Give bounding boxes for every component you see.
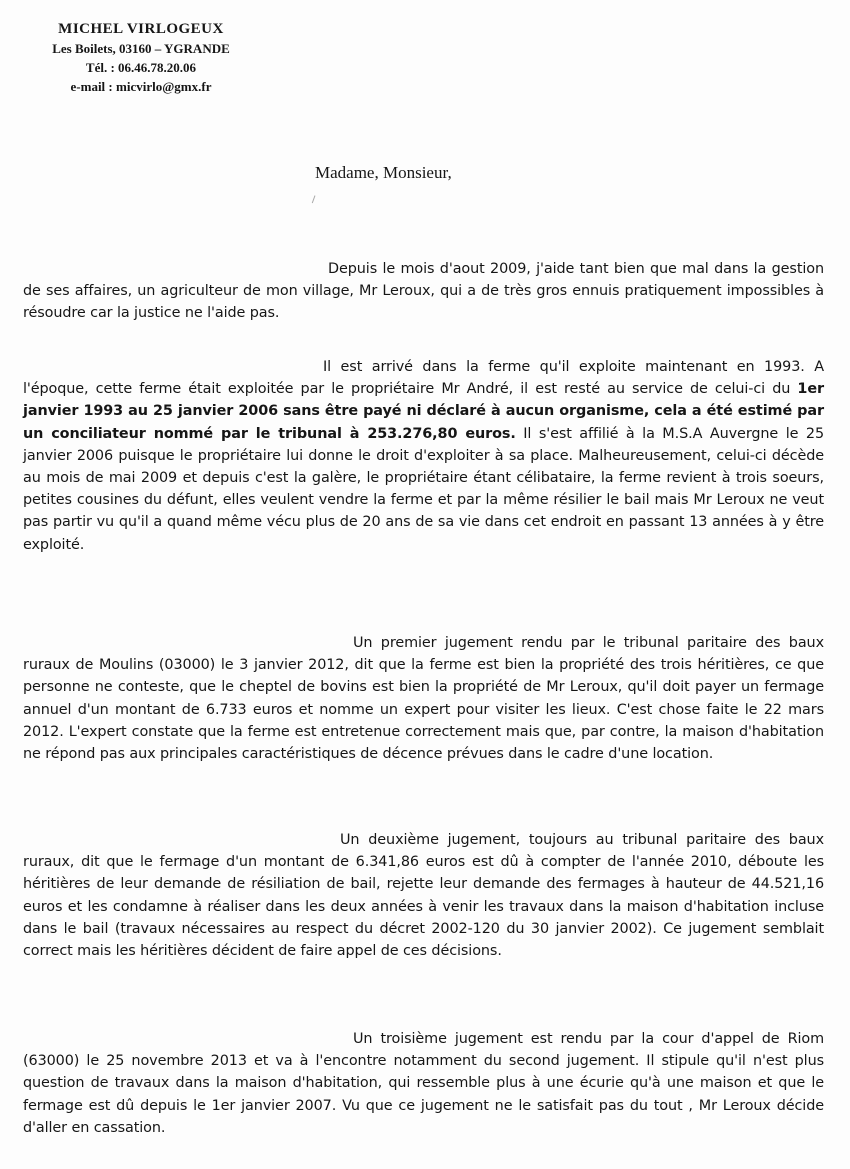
paragraph-2-text-a: Il est arrivé dans la ferme qu'il exploite maintenant en 1993. A l'époque, cette ferme était exploitée par le propriétaire Mr André, il est resté au service de celui-ci du	[23, 359, 824, 398]
paragraph-2	[23, 356, 824, 556]
sender-address-block	[16, 20, 266, 96]
paragraph-3	[23, 632, 824, 765]
paragraph-2-text-b: Il s'est affilié à la M.S.A Auvergne le 25 janvier 2006 puisque le propriétaire lui donne le droit d'exploiter à sa place. Malheureusement, celui-ci décède au mois de mai 2009 et depuis c'est la galère, le propriétaire étant célibataire, la ferme revient à trois soeurs, petites cousines du défunt, elles veulent vendre la ferme et par la même résilier le bail mais Mr Leroux ne veut pas partir vu qu'il a quand même vécu plus de 20 ans de sa vie dans cet endroit en passant 13 années à y être exploité.	[23, 425, 824, 553]
paragraph-3-text: Un premier jugement rendu par le tribunal paritaire des baux ruraux de Moulins (03000) le 3 janvier 2012, dit que la ferme est bien la propriété des trois héritières, ce que personne ne conteste, que le cheptel de bovins est bien la propriété de Mr Leroux, qu'il doit payer un fermage annuel d'un montant de 6.733 euros et nomme un expert pour visiter les lieux. C'est chose faite le 22 mars 2012. L'expert constate que la ferme est entretenue correctement mais que, par contre, la maison d'habitation ne répond pas aux principales caractéristiques de décence prévues dans le cadre d'une location.	[23, 635, 824, 763]
salutation: Madame, Monsieur,	[315, 163, 452, 182]
paragraph-4	[23, 829, 824, 962]
paragraph-5-text: Un troisième jugement est rendu par la cour d'appel de Riom (63000) le 25 novembre 2013 et va à l'encontre notamment du second jugement. Il stipule qu'il n'est plus question de travaux dans la maison d'habitation, qui ressemble plus à une écurie qu'à une maison et que le fermage est dû depuis le 1er janvier 2007. Vu que ce jugement ne le satisfait pas du tout , Mr Leroux décide d'aller en cassation.	[23, 1031, 824, 1136]
sender-name: MICHEL VIRLOGEUX	[58, 21, 224, 37]
pen-mark	[312, 195, 319, 204]
paragraph-1	[23, 258, 824, 325]
sender-phone: Tél. : 06.46.78.20.06	[85, 60, 197, 75]
sender-address: Les Boilets, 03160 – YGRANDE	[52, 41, 230, 56]
paragraph-5	[23, 1028, 824, 1139]
paragraph-2-bold-text: 1er janvier 1993 au 25 janvier 2006 sans être payé ni déclaré à aucun organisme, cela a été estimé par un conciliateur nommé par le tribunal à 253.276,80 euros.	[23, 381, 824, 442]
paragraph-1-text: Depuis le mois d'aout 2009, j'aide tant bien que mal dans la gestion de ses affaires, un agriculteur de mon village, Mr Leroux, qui a de très gros ennuis pratiquement impossibles à résoudre car la justice ne l'aide pas.	[23, 261, 824, 322]
paragraph-4-text: Un deuxième jugement, toujours au tribunal paritaire des baux ruraux, dit que le fermage d'un montant de 6.341,86 euros est dû à compter de l'année 2010, déboute les héritières de leur demande de résiliation de bail, rejette leur demande des fermages à hauteur de 44.521,16 euros et les condamne à réaliser dans les deux années à venir les travaux dans la maison d'habitation incluse dans le bail (travaux nécessaires au respect du décret 2002-120 du 30 janvier 2002). Ce jugement semblait correct mais les héritières décident de faire appel de ces décisions.	[23, 832, 824, 960]
sender-email: e-mail : micvirlo@gmx.fr	[70, 79, 212, 94]
